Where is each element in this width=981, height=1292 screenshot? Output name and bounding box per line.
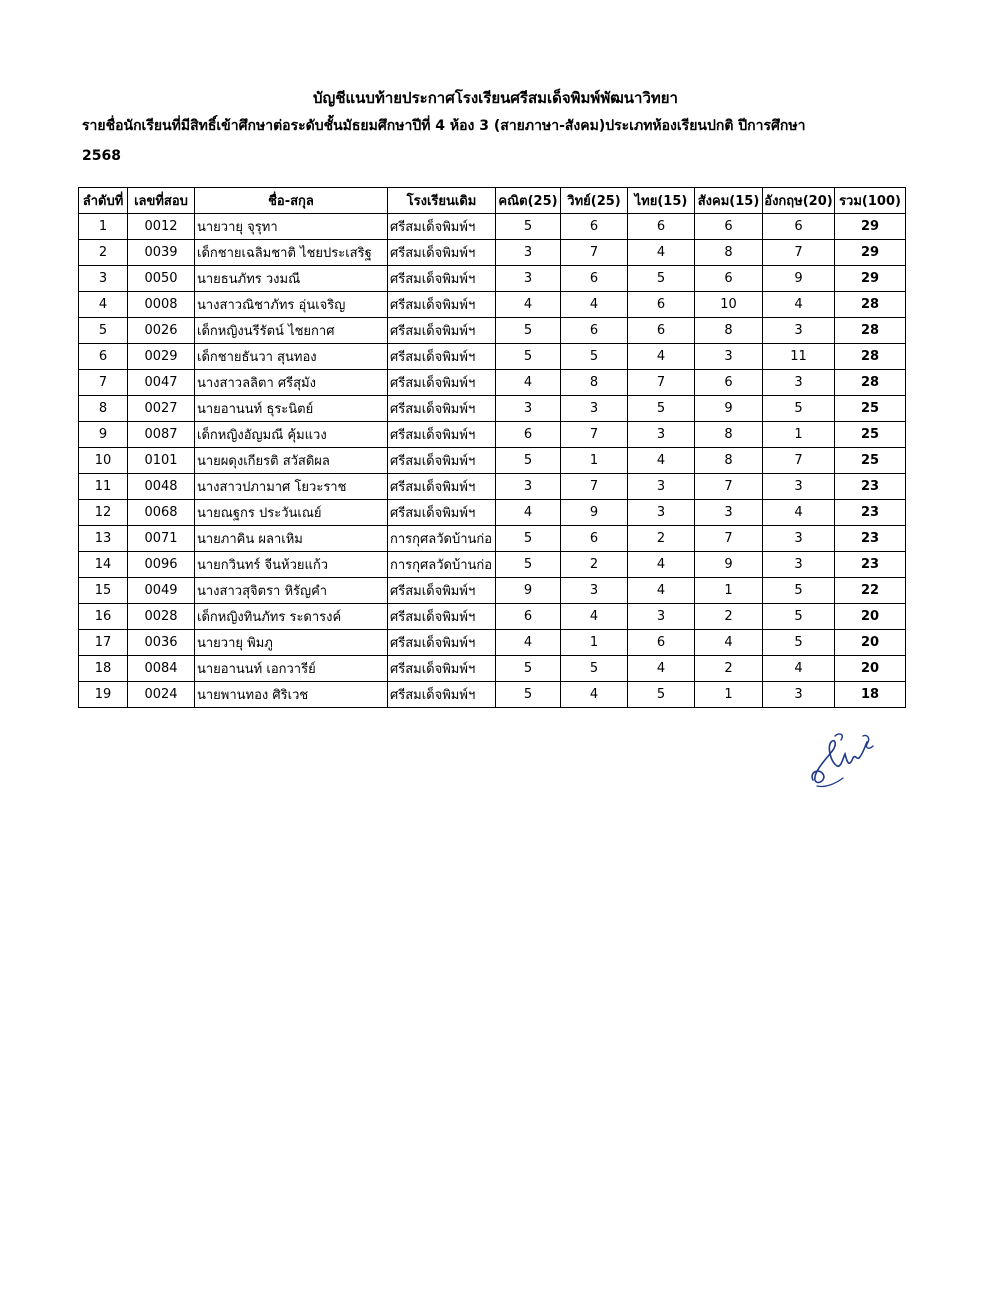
rank-cell: 13 [79, 526, 128, 552]
thai-score-cell: 4 [628, 240, 695, 266]
school-cell: ศรีสมเด็จพิมพ์ฯ [388, 422, 496, 448]
english-score-cell: 9 [763, 266, 835, 292]
english-score-cell: 7 [763, 448, 835, 474]
school-cell: ศรีสมเด็จพิมพ์ฯ [388, 344, 496, 370]
document-subtitle: รายชื่อนักเรียนที่มีสิทธิ์เข้าศึกษาต่อระดับชั้นมัธยมศึกษาปีที่ 4 ห้อง 3 (สายภาษา-สังคม)ประเภทห้องเรียนปกติ ปีการศึกษา [82, 118, 806, 134]
exam-number-cell: 0047 [128, 370, 195, 396]
total-score-cell: 29 [835, 240, 906, 266]
rank-cell: 12 [79, 500, 128, 526]
school-cell: ศรีสมเด็จพิมพ์ฯ [388, 292, 496, 318]
header-total: รวม(100) [835, 188, 906, 214]
table-row [79, 370, 906, 396]
social-score-cell: 7 [695, 526, 763, 552]
rank-cell: 16 [79, 604, 128, 630]
thai-score-cell: 6 [628, 630, 695, 656]
english-score-cell: 4 [763, 292, 835, 318]
thai-score-cell: 5 [628, 266, 695, 292]
social-score-cell: 8 [695, 422, 763, 448]
social-score-cell: 6 [695, 370, 763, 396]
name-cell: นายอานนท์ ธุระนิตย์ [195, 396, 388, 422]
header-science: วิทย์(25) [561, 188, 628, 214]
science-score-cell: 7 [561, 474, 628, 500]
exam-number-cell: 0029 [128, 344, 195, 370]
english-score-cell: 1 [763, 422, 835, 448]
math-score-cell: 5 [496, 214, 561, 240]
table-row [79, 682, 906, 708]
exam-number-cell: 0039 [128, 240, 195, 266]
social-score-cell: 6 [695, 266, 763, 292]
science-score-cell: 5 [561, 656, 628, 682]
student-score-table [78, 187, 906, 708]
header-english: อังกฤษ(20) [763, 188, 835, 214]
school-cell: การกุศลวัดบ้านก่อ [388, 526, 496, 552]
math-score-cell: 6 [496, 604, 561, 630]
total-score-cell: 29 [835, 266, 906, 292]
total-score-cell: 25 [835, 396, 906, 422]
total-score-cell: 23 [835, 526, 906, 552]
thai-score-cell: 5 [628, 396, 695, 422]
table-row [79, 266, 906, 292]
thai-score-cell: 3 [628, 500, 695, 526]
science-score-cell: 6 [561, 266, 628, 292]
total-score-cell: 28 [835, 318, 906, 344]
name-cell: นางสาวสุจิตรา หิรัญคำ [195, 578, 388, 604]
total-score-cell: 18 [835, 682, 906, 708]
header-rank: ลำดับที่ [79, 188, 128, 214]
social-score-cell: 4 [695, 630, 763, 656]
school-cell: ศรีสมเด็จพิมพ์ฯ [388, 214, 496, 240]
rank-cell: 19 [79, 682, 128, 708]
academic-year: 2568 [82, 148, 121, 164]
exam-number-cell: 0050 [128, 266, 195, 292]
exam-number-cell: 0071 [128, 526, 195, 552]
table-row [79, 474, 906, 500]
table-row [79, 604, 906, 630]
total-score-cell: 22 [835, 578, 906, 604]
school-cell: ศรีสมเด็จพิมพ์ฯ [388, 578, 496, 604]
name-cell: นายผดุงเกียรติ สวัสดิผล [195, 448, 388, 474]
school-cell: ศรีสมเด็จพิมพ์ฯ [388, 396, 496, 422]
science-score-cell: 2 [561, 552, 628, 578]
total-score-cell: 28 [835, 370, 906, 396]
table-row [79, 292, 906, 318]
thai-score-cell: 6 [628, 318, 695, 344]
math-score-cell: 5 [496, 318, 561, 344]
science-score-cell: 8 [561, 370, 628, 396]
science-score-cell: 3 [561, 396, 628, 422]
school-cell: การกุศลวัดบ้านก่อ [388, 552, 496, 578]
math-score-cell: 4 [496, 500, 561, 526]
english-score-cell: 3 [763, 474, 835, 500]
school-cell: ศรีสมเด็จพิมพ์ฯ [388, 370, 496, 396]
table-row [79, 578, 906, 604]
science-score-cell: 4 [561, 292, 628, 318]
rank-cell: 9 [79, 422, 128, 448]
exam-number-cell: 0096 [128, 552, 195, 578]
social-score-cell: 8 [695, 448, 763, 474]
social-score-cell: 1 [695, 682, 763, 708]
social-score-cell: 2 [695, 604, 763, 630]
name-cell: นายณฐกร ประวันเณย์ [195, 500, 388, 526]
rank-cell: 1 [79, 214, 128, 240]
table-row [79, 396, 906, 422]
name-cell: เด็กหญิงทินภัทร ระดารงค์ [195, 604, 388, 630]
school-cell: ศรีสมเด็จพิมพ์ฯ [388, 500, 496, 526]
total-score-cell: 28 [835, 292, 906, 318]
social-score-cell: 8 [695, 318, 763, 344]
exam-number-cell: 0026 [128, 318, 195, 344]
math-score-cell: 5 [496, 682, 561, 708]
header-full-name: ชื่อ-สกุล [195, 188, 388, 214]
exam-number-cell: 0068 [128, 500, 195, 526]
thai-score-cell: 3 [628, 422, 695, 448]
math-score-cell: 5 [496, 448, 561, 474]
table-row [79, 240, 906, 266]
social-score-cell: 3 [695, 500, 763, 526]
rank-cell: 3 [79, 266, 128, 292]
school-cell: ศรีสมเด็จพิมพ์ฯ [388, 448, 496, 474]
rank-cell: 10 [79, 448, 128, 474]
math-score-cell: 4 [496, 292, 561, 318]
table-row [79, 500, 906, 526]
header-thai: ไทย(15) [628, 188, 695, 214]
table-row [79, 422, 906, 448]
english-score-cell: 3 [763, 526, 835, 552]
name-cell: เด็กชายเฉลิมชาติ ไชยประเสริฐ [195, 240, 388, 266]
table-row [79, 552, 906, 578]
name-cell: เด็กหญิงอัญมณี คุ้มแวง [195, 422, 388, 448]
thai-score-cell: 4 [628, 344, 695, 370]
thai-score-cell: 4 [628, 656, 695, 682]
table-row [79, 656, 906, 682]
school-cell: ศรีสมเด็จพิมพ์ฯ [388, 474, 496, 500]
social-score-cell: 6 [695, 214, 763, 240]
table-row [79, 448, 906, 474]
math-score-cell: 4 [496, 630, 561, 656]
math-score-cell: 9 [496, 578, 561, 604]
math-score-cell: 5 [496, 344, 561, 370]
name-cell: นายวายุ จุรุทา [195, 214, 388, 240]
header-social: สังคม(15) [695, 188, 763, 214]
rank-cell: 5 [79, 318, 128, 344]
english-score-cell: 5 [763, 396, 835, 422]
science-score-cell: 6 [561, 526, 628, 552]
name-cell: เด็กหญิงนรีรัตน์ ไชยกาศ [195, 318, 388, 344]
header-math: คณิต(25) [496, 188, 561, 214]
total-score-cell: 20 [835, 630, 906, 656]
math-score-cell: 3 [496, 240, 561, 266]
exam-number-cell: 0028 [128, 604, 195, 630]
total-score-cell: 23 [835, 552, 906, 578]
exam-number-cell: 0027 [128, 396, 195, 422]
math-score-cell: 3 [496, 474, 561, 500]
school-cell: ศรีสมเด็จพิมพ์ฯ [388, 240, 496, 266]
math-score-cell: 4 [496, 370, 561, 396]
name-cell: นายวายุ พิมภู [195, 630, 388, 656]
social-score-cell: 2 [695, 656, 763, 682]
social-score-cell: 9 [695, 552, 763, 578]
exam-number-cell: 0012 [128, 214, 195, 240]
exam-number-cell: 0008 [128, 292, 195, 318]
total-score-cell: 29 [835, 214, 906, 240]
table-row [79, 318, 906, 344]
thai-score-cell: 7 [628, 370, 695, 396]
math-score-cell: 6 [496, 422, 561, 448]
signature-image [805, 728, 877, 790]
science-score-cell: 7 [561, 422, 628, 448]
total-score-cell: 25 [835, 422, 906, 448]
thai-score-cell: 4 [628, 552, 695, 578]
exam-number-cell: 0036 [128, 630, 195, 656]
school-cell: ศรีสมเด็จพิมพ์ฯ [388, 682, 496, 708]
english-score-cell: 11 [763, 344, 835, 370]
document-header [0, 86, 981, 164]
social-score-cell: 1 [695, 578, 763, 604]
thai-score-cell: 6 [628, 214, 695, 240]
table-header-row [79, 188, 906, 214]
exam-number-cell: 0087 [128, 422, 195, 448]
total-score-cell: 23 [835, 474, 906, 500]
name-cell: นางสาวปภามาศ โยวะราช [195, 474, 388, 500]
rank-cell: 8 [79, 396, 128, 422]
english-score-cell: 4 [763, 500, 835, 526]
name-cell: นายธนภัทร วงมณี [195, 266, 388, 292]
science-score-cell: 7 [561, 240, 628, 266]
total-score-cell: 20 [835, 656, 906, 682]
rank-cell: 4 [79, 292, 128, 318]
english-score-cell: 5 [763, 578, 835, 604]
thai-score-cell: 5 [628, 682, 695, 708]
english-score-cell: 4 [763, 656, 835, 682]
document-title: บัญชีแนบท้ายประกาศโรงเรียนศรีสมเด็จพิมพ์พัฒนาวิทยา [313, 89, 678, 107]
table-row [79, 214, 906, 240]
social-score-cell: 7 [695, 474, 763, 500]
name-cell: นายกวินทร์ จีนห้วยแก้ว [195, 552, 388, 578]
math-score-cell: 5 [496, 526, 561, 552]
social-score-cell: 10 [695, 292, 763, 318]
math-score-cell: 3 [496, 266, 561, 292]
rank-cell: 2 [79, 240, 128, 266]
social-score-cell: 3 [695, 344, 763, 370]
table-row [79, 630, 906, 656]
math-score-cell: 5 [496, 552, 561, 578]
rank-cell: 7 [79, 370, 128, 396]
thai-score-cell: 4 [628, 448, 695, 474]
english-score-cell: 6 [763, 214, 835, 240]
rank-cell: 17 [79, 630, 128, 656]
rank-cell: 11 [79, 474, 128, 500]
thai-score-cell: 3 [628, 604, 695, 630]
thai-score-cell: 6 [628, 292, 695, 318]
thai-score-cell: 3 [628, 474, 695, 500]
english-score-cell: 3 [763, 370, 835, 396]
science-score-cell: 6 [561, 214, 628, 240]
social-score-cell: 8 [695, 240, 763, 266]
math-score-cell: 5 [496, 656, 561, 682]
social-score-cell: 9 [695, 396, 763, 422]
name-cell: นายพานทอง ศิริเวช [195, 682, 388, 708]
science-score-cell: 1 [561, 630, 628, 656]
english-score-cell: 3 [763, 682, 835, 708]
rank-cell: 14 [79, 552, 128, 578]
header-exam-number: เลขที่สอบ [128, 188, 195, 214]
school-cell: ศรีสมเด็จพิมพ์ฯ [388, 318, 496, 344]
name-cell: นางสาวลลิตา ศรีสุมัง [195, 370, 388, 396]
math-score-cell: 3 [496, 396, 561, 422]
english-score-cell: 5 [763, 630, 835, 656]
header-previous-school: โรงเรียนเดิม [388, 188, 496, 214]
science-score-cell: 6 [561, 318, 628, 344]
exam-number-cell: 0024 [128, 682, 195, 708]
total-score-cell: 23 [835, 500, 906, 526]
table-body [79, 214, 906, 708]
rank-cell: 6 [79, 344, 128, 370]
thai-score-cell: 4 [628, 578, 695, 604]
table-row [79, 526, 906, 552]
science-score-cell: 4 [561, 604, 628, 630]
rank-cell: 18 [79, 656, 128, 682]
exam-number-cell: 0049 [128, 578, 195, 604]
english-score-cell: 7 [763, 240, 835, 266]
table-row [79, 344, 906, 370]
science-score-cell: 1 [561, 448, 628, 474]
school-cell: ศรีสมเด็จพิมพ์ฯ [388, 266, 496, 292]
total-score-cell: 20 [835, 604, 906, 630]
exam-number-cell: 0101 [128, 448, 195, 474]
thai-score-cell: 2 [628, 526, 695, 552]
total-score-cell: 25 [835, 448, 906, 474]
name-cell: นางสาวณิชาภัทร อุ่นเจริญ [195, 292, 388, 318]
school-cell: ศรีสมเด็จพิมพ์ฯ [388, 630, 496, 656]
name-cell: นายอานนท์ เอกวารีย์ [195, 656, 388, 682]
science-score-cell: 3 [561, 578, 628, 604]
name-cell: เด็กชายธันวา สุนทอง [195, 344, 388, 370]
english-score-cell: 3 [763, 552, 835, 578]
science-score-cell: 4 [561, 682, 628, 708]
total-score-cell: 28 [835, 344, 906, 370]
exam-number-cell: 0048 [128, 474, 195, 500]
school-cell: ศรีสมเด็จพิมพ์ฯ [388, 604, 496, 630]
english-score-cell: 5 [763, 604, 835, 630]
science-score-cell: 5 [561, 344, 628, 370]
science-score-cell: 9 [561, 500, 628, 526]
name-cell: นายภาคิน ผลาเหิม [195, 526, 388, 552]
school-cell: ศรีสมเด็จพิมพ์ฯ [388, 656, 496, 682]
english-score-cell: 3 [763, 318, 835, 344]
rank-cell: 15 [79, 578, 128, 604]
exam-number-cell: 0084 [128, 656, 195, 682]
